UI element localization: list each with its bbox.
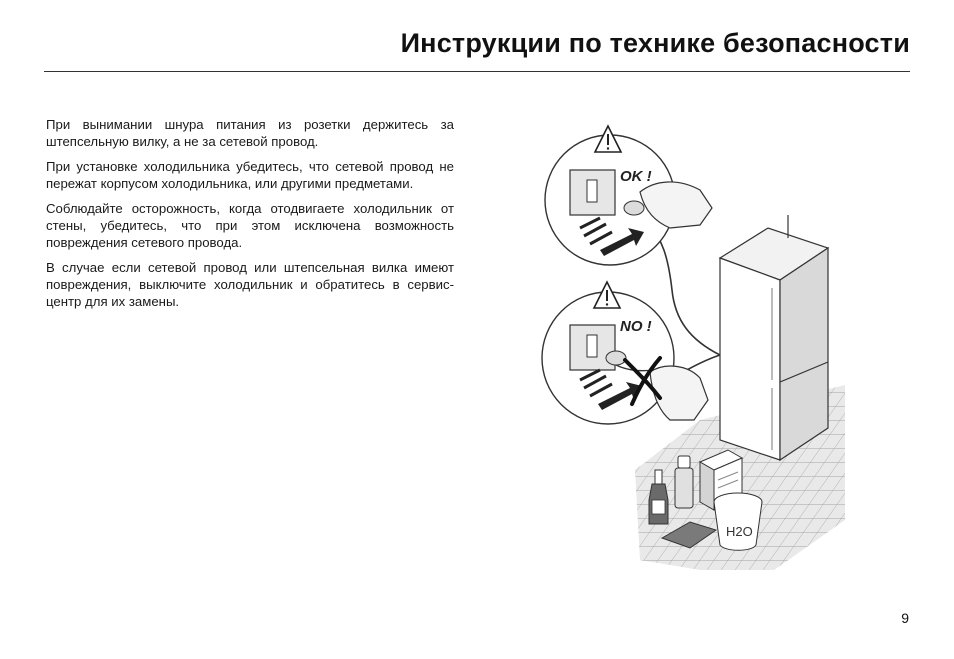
paragraph-cord-pinch: При установке холодильника убедитесь, что сетевой провод не пережат корпусом холодильника, или другими предметами. xyxy=(46,159,454,191)
water-bucket-icon xyxy=(714,493,762,550)
plug-icon-ok xyxy=(624,201,644,215)
hand-icon-no xyxy=(650,366,708,420)
no-label: NO ! xyxy=(620,318,652,335)
ok-label: OK ! xyxy=(620,168,652,185)
paragraph-unplug: При вынимании шнура питания из розетки держитесь за штепсельную вилку, а не за сетевой провод. xyxy=(46,117,454,149)
no-circle xyxy=(542,282,708,424)
refrigerator xyxy=(720,215,828,460)
paragraph-damaged-cord: В случае если сетевой провод или штепсельная вилка имеют повреждения, выключите холодильник и обратитесь в сервис-центр для их замены. xyxy=(46,260,454,309)
safety-illustration xyxy=(535,120,845,570)
safety-instructions-text xyxy=(46,116,454,318)
header-divider xyxy=(44,71,910,72)
ok-circle xyxy=(545,126,712,265)
page-title: Инструкции по технике безопасности xyxy=(400,28,910,58)
spray-bottle-icon xyxy=(675,456,693,508)
paragraph-move-fridge: Соблюдайте осторожность, когда отодвигаете холодильник от стены, убедитесь, что при этом исключена возможность повреждения сетевого провода. xyxy=(46,201,454,250)
plug-icon-no xyxy=(606,351,626,365)
water-label: H2O xyxy=(726,524,753,539)
page-number: 9 xyxy=(901,610,909,626)
